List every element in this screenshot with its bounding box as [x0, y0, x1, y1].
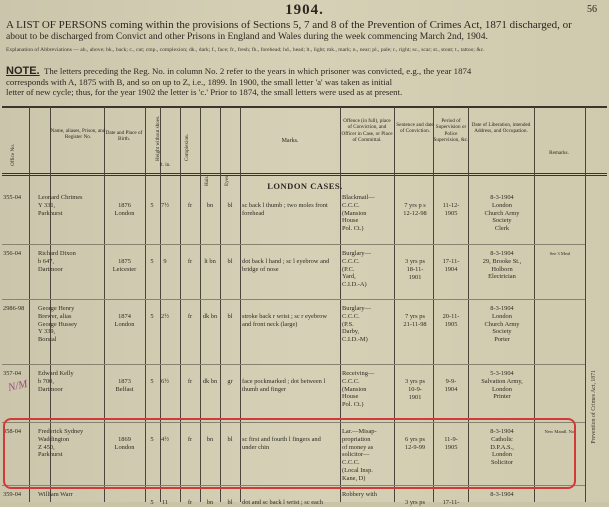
- row-name-line: Parkhurst: [38, 209, 63, 217]
- row-offence-line: C.C.C.: [342, 257, 360, 265]
- row-liberation-line: Electrician: [488, 273, 516, 281]
- row-marks-line: dot back l hand ; sc l eyebrow and: [242, 258, 330, 265]
- note-line-3: letter of new cycle; thus, for the year 1902 the letter is 'c.' Prior to 1874, the small letters were used as at present.: [6, 87, 403, 97]
- row-marks: [242, 258, 342, 274]
- row-birth-line: 1874: [118, 313, 131, 320]
- row-liberation-line: Holborn: [491, 265, 513, 273]
- row-name-line: George Henry: [38, 305, 75, 312]
- row-sentence-line: 6 yrs ps: [405, 436, 425, 443]
- row-offence-line: (Mansion: [342, 385, 367, 393]
- row-marks-line: dot and sc back l wrist ; sc each: [242, 499, 323, 506]
- row-liberation-line: 29, Brooke St.,: [482, 257, 522, 265]
- row-liberation-line: Church Army: [484, 320, 520, 328]
- row-complexion: fr: [187, 378, 193, 385]
- row-marks-line: sc first and fourth l fingers and: [242, 436, 321, 443]
- row-offence: [342, 491, 396, 499]
- header-name: Name, aliases, Prison, and Register No.: [50, 128, 106, 141]
- row-liberation-line: Society: [492, 328, 512, 336]
- row-height-ft: 5: [150, 258, 154, 265]
- row-liberation-line: 8-3-1904: [490, 250, 514, 257]
- row-offence-line: Darby,: [342, 328, 360, 336]
- row-eyes: bl: [227, 313, 233, 320]
- row-birth: [104, 258, 145, 274]
- row-name-line: Y 331,: [38, 201, 56, 209]
- row-sentence-line: 3 yrs ps: [405, 258, 425, 265]
- row-marks-line: and front neck (large): [242, 320, 298, 328]
- row-hair: bn: [206, 499, 214, 506]
- row-name-line: Parkhurst: [38, 451, 63, 459]
- row-liberation-line: D.P.A.S.,: [490, 443, 514, 451]
- row-eyes: bl: [227, 436, 233, 443]
- row-name-line: Dartmoor: [38, 265, 63, 273]
- row-marks: [242, 378, 342, 394]
- row-height-ft: 5: [150, 378, 154, 385]
- row-eyes: bl: [227, 202, 233, 209]
- row-name-line: Frederick Sydney: [38, 428, 84, 435]
- row-name-line: Richard Dixon: [38, 250, 76, 257]
- row-offence-line: (Mansion: [342, 209, 367, 217]
- row-name-line: Borstal: [38, 336, 57, 344]
- row-offence-line: Blackmail—: [342, 194, 375, 201]
- row-birth-line: London: [114, 443, 135, 451]
- row-hair: dk bn: [202, 378, 218, 385]
- row-offence-line: House: [342, 217, 359, 225]
- row-offence: [342, 370, 396, 409]
- header-eyes: Eyes.: [224, 174, 230, 186]
- row-complexion: fr: [187, 202, 193, 209]
- row-marks-line: face pockmarked ; dot between l: [242, 378, 326, 385]
- row-offence-line: (P.S.: [342, 320, 354, 328]
- row-name-line: Y 339,: [38, 328, 56, 336]
- row-name-line: William Warr: [38, 491, 73, 498]
- row-sentence-line: 7 yrs p s: [404, 202, 426, 209]
- row-liberation-line: Society: [492, 217, 512, 225]
- row-sentence-line: 1901: [408, 273, 422, 281]
- row-offence-line: Burglary—: [342, 305, 371, 312]
- margin-scribble: N/M: [6, 378, 29, 394]
- row-sentence-line: 1901: [408, 393, 422, 401]
- row-office-no: 359-04: [3, 491, 22, 498]
- row-sentence-line: 7 yrs ps: [405, 313, 425, 320]
- row-marks: [242, 202, 342, 218]
- row-offence: [342, 250, 396, 289]
- header-remarks: Remarks.: [549, 150, 569, 156]
- row-liberation-line: London: [492, 201, 512, 209]
- row-liberation-line: Salvation Army,: [481, 377, 523, 385]
- row-liberation-line: 8-3-1904: [490, 428, 514, 435]
- row-height-in: 9: [163, 258, 167, 265]
- row-liberation: [470, 250, 534, 281]
- row-sentence-line: 10-9-: [408, 385, 422, 393]
- row-supervision: [434, 202, 468, 218]
- row-remarks: See 3 Meal: [549, 251, 571, 256]
- header-sentence: Sentence and date of Conviction.: [396, 122, 434, 135]
- row-separator: [2, 299, 585, 300]
- row-liberation: [470, 305, 534, 344]
- row-offence-line: C.C.C.: [342, 459, 360, 467]
- header-bottom-rule: [2, 173, 607, 174]
- header-office-no: Office No.: [10, 143, 16, 166]
- row-name: [38, 194, 104, 217]
- row-offence-line: of money as: [342, 443, 374, 451]
- row-height-ft: 5: [150, 202, 154, 209]
- row-birth-line: 1875: [118, 258, 131, 265]
- row-supervision-line: 1904: [444, 385, 458, 393]
- row-offence-line: C.I.D.-M): [342, 336, 368, 344]
- row-birth-line: 1869: [118, 436, 131, 443]
- row-name-line: b 647,: [38, 257, 54, 265]
- headline-line-2: about to be discharged from Convict and other Prisons in England and Wales during the week commencing March 2nd, 1904.: [6, 31, 488, 42]
- header-marks: Marks.: [281, 138, 299, 144]
- row-offence-line: Receiving—: [342, 370, 375, 377]
- note-line-1: The letters preceding the Reg. No. in column No. 2 refer to the years in which prisoner was convicted, e.g., the year 1874: [44, 66, 472, 76]
- note-label: NOTE.: [6, 65, 40, 77]
- row-marks-line: thumb and finger: [242, 385, 287, 393]
- row-supervision: [434, 378, 468, 394]
- row-liberation-line: Porter: [494, 336, 510, 344]
- row-marks-line: bridge of nose: [242, 265, 279, 273]
- headline-line-1: A LIST OF PERSONS coming within the provisions of Sections 5, 7 and 8 of the Prevention of Crimes Act, 1871 discharged, or: [6, 19, 572, 31]
- row-name: [38, 305, 104, 344]
- row-liberation-line: Catholic: [491, 435, 513, 443]
- highlight-box: [3, 418, 576, 489]
- row-liberation: [470, 194, 534, 233]
- header-supervision: Period of Supervision or Police Supervision, &c.: [433, 118, 469, 143]
- header-bottom-rule-2: [2, 175, 607, 176]
- row-height-ft: 5: [150, 436, 154, 443]
- row-office-no: 357-04: [3, 370, 22, 377]
- row-birth-line: Leicester: [112, 265, 137, 273]
- row-birth-line: Belfast: [115, 385, 134, 393]
- row-birth: [104, 202, 145, 218]
- row-offence-line: C.C.C.: [342, 201, 360, 209]
- row-offence-line: C.C.C.: [342, 377, 360, 385]
- row-liberation-line: London: [492, 451, 512, 459]
- row-birth-line: 1876: [118, 202, 131, 209]
- row-offence-line: Lar.—Misap-: [342, 428, 377, 435]
- row-office-no: 356-04: [3, 250, 22, 257]
- row-offence-line: Burglary—: [342, 250, 371, 257]
- table-top-rule: [2, 106, 607, 108]
- note-block: [6, 66, 604, 98]
- row-liberation-line: 8-3-1904: [490, 491, 514, 498]
- row-sentence-line: 12-12-98: [403, 209, 427, 217]
- header-height-units: ft. in.: [159, 162, 171, 168]
- row-height-ft: 5: [150, 499, 154, 506]
- row-complexion: fr: [187, 436, 193, 443]
- row-eyes: bl: [227, 499, 233, 506]
- header-birth: Date and Place of Birth.: [105, 130, 143, 143]
- row-sentence-line: 21-11-98: [403, 320, 427, 328]
- row-hair: bn: [206, 202, 214, 209]
- row-height-in: 2½: [161, 313, 169, 320]
- column-rule: [585, 107, 586, 502]
- section-title: LONDON CASES.: [267, 181, 343, 191]
- header-offence: Offence (in full), place of Conviction, and Officer in Case, or Place of Committal.: [341, 118, 393, 143]
- row-offence-line: Robbery with: [342, 491, 377, 498]
- row-supervision-line: 1905: [444, 320, 458, 328]
- row-supervision-line: 9-9-: [445, 378, 457, 385]
- row-marks: [242, 313, 342, 329]
- row-remarks: New Mandl. No.: [544, 429, 576, 434]
- row-separator: [2, 244, 585, 245]
- row-offence-line: Yard,: [342, 273, 356, 281]
- row-liberation-line: Printer: [493, 393, 511, 401]
- row-complexion: fr: [187, 313, 193, 320]
- header-liberation: Date of Liberation, intended Address, and Occupation.: [471, 122, 531, 135]
- row-offence-line: House: [342, 393, 359, 401]
- row-offence-line: (Local Insp.: [342, 466, 373, 474]
- row-supervision: [434, 313, 468, 329]
- row-name: [38, 370, 104, 393]
- row-sentence: [396, 202, 434, 218]
- row-liberation-line: Clerk: [494, 225, 510, 233]
- row-sentence-line: 3 yrs ps: [405, 499, 425, 506]
- row-supervision-line: 20-11-: [442, 313, 460, 320]
- header-hair: Hair.: [204, 175, 210, 186]
- row-offence-line: solicitor—: [342, 451, 370, 459]
- row-liberation-line: London: [492, 385, 512, 393]
- row-supervision: [434, 258, 468, 274]
- row-supervision: [434, 499, 468, 507]
- row-offence-line: Pol. Ct.): [342, 401, 364, 409]
- row-complexion: fr: [187, 258, 193, 265]
- row-sentence-line: 18-11-: [406, 265, 424, 273]
- row-offence: [342, 305, 396, 344]
- row-offence-line: Pol. Ct.): [342, 225, 364, 233]
- row-offence-line: C.I.D.-A): [342, 281, 367, 289]
- row-sentence: [396, 499, 434, 507]
- row-marks-line: under chin: [242, 443, 270, 451]
- row-name-line: Dartmoor: [38, 385, 63, 393]
- row-marks-line: sc back l thumb ; two moles front: [242, 202, 328, 209]
- row-hair: lt bn: [204, 258, 216, 265]
- header-complexion: Complexion.: [184, 134, 190, 161]
- margin-note: Prevention of Crimes Act, 1871: [591, 370, 597, 444]
- header-height: Height without shoes.: [155, 115, 161, 161]
- page-year: 1904.: [285, 2, 324, 18]
- row-liberation-line: London: [492, 312, 512, 320]
- page-number: 56: [587, 4, 597, 15]
- row-height-in: 7½: [161, 202, 169, 209]
- row-birth-line: 1873: [118, 378, 131, 385]
- row-marks-line: forehead: [242, 209, 265, 217]
- row-hair: bn: [206, 436, 214, 443]
- row-height-in: 6½: [161, 378, 169, 385]
- row-height-ft: 5: [150, 313, 154, 320]
- row-offence-line: propriation: [342, 435, 371, 443]
- row-birth: [104, 313, 145, 329]
- row-name-line: Edward Kelly: [38, 370, 74, 377]
- row-name-line: Leonard Chrimes: [38, 194, 83, 201]
- row-supervision-line: 1904: [444, 265, 458, 273]
- row-sentence-line: 3 yrs ps: [405, 378, 425, 385]
- row-supervision-line: 1905: [444, 209, 458, 217]
- row-offence-line: C.C.C.: [342, 312, 360, 320]
- row-hair: dk bn: [202, 313, 218, 320]
- row-sentence: [396, 378, 434, 401]
- row-eyes: gr: [227, 378, 233, 385]
- row-liberation-line: 8-3-1904: [490, 305, 514, 312]
- row-marks-line: stroke back r wrist ; sc r eyebrow: [242, 313, 328, 320]
- row-liberation-line: 5-3-1904: [490, 370, 514, 377]
- row-office-no: 358-04: [3, 428, 22, 435]
- row-name-line: Waddington: [38, 435, 70, 443]
- row-height-in: 11: [161, 499, 169, 506]
- row-complexion: fr: [187, 499, 193, 506]
- row-sentence: [396, 258, 434, 281]
- row-supervision-line: 17-11-: [442, 499, 460, 506]
- row-name-line: Brewer, alias: [38, 312, 72, 320]
- row-height-in: 4½: [161, 436, 169, 443]
- row-birth-line: London: [114, 320, 135, 328]
- row-offence-line: (P.C.: [342, 265, 355, 273]
- row-office-no: 2986-98: [3, 305, 25, 312]
- row-name-line: Z 450,: [38, 443, 55, 451]
- row-supervision-line: 11-12-: [442, 202, 460, 209]
- row-liberation-line: Church Army: [484, 209, 520, 217]
- row-office-no: 355-04: [3, 194, 22, 201]
- row-separator: [2, 364, 585, 365]
- row-liberation-line: Solicitor: [490, 459, 513, 467]
- row-supervision-line: 11-9-: [444, 436, 458, 443]
- row-liberation-line: 8-3-1904: [490, 194, 514, 201]
- row-eyes: bl: [227, 258, 233, 265]
- row-supervision-line: 17-11-: [442, 258, 460, 265]
- note-line-2: corresponds with A, 1875 with B, and so on up to Z, i.e., 1899. In 1900, the small letter 'a' was taken as initial: [6, 76, 393, 87]
- row-liberation: [470, 491, 534, 499]
- row-name: [38, 491, 104, 499]
- row-sentence-line: 12-9-99: [404, 443, 426, 451]
- row-offence-line: Kane, D): [342, 474, 366, 482]
- row-name: [38, 250, 104, 273]
- row-offence: [342, 194, 396, 233]
- row-sentence: [396, 313, 434, 329]
- row-birth: [104, 378, 145, 394]
- row-marks: [242, 499, 342, 507]
- row-birth-line: London: [114, 209, 135, 217]
- row-name-line: b 700,: [38, 377, 54, 385]
- row-name-line: George Hussey: [38, 320, 78, 328]
- row-supervision-line: 1905: [444, 443, 458, 451]
- abbreviation-explanation: Explanation of Abbreviations — ab., above; bk., back; c., cut; cmp., complexion; dk., dark; f., face; fr., fresh; fh., forehead; hd., head; lt., light; mk., mark; n., near; pl., pale; r., right; sc., scar; st., stout; t., tattoo; &c.: [6, 47, 485, 53]
- row-liberation: [470, 370, 534, 401]
- page-headline: [6, 20, 600, 42]
